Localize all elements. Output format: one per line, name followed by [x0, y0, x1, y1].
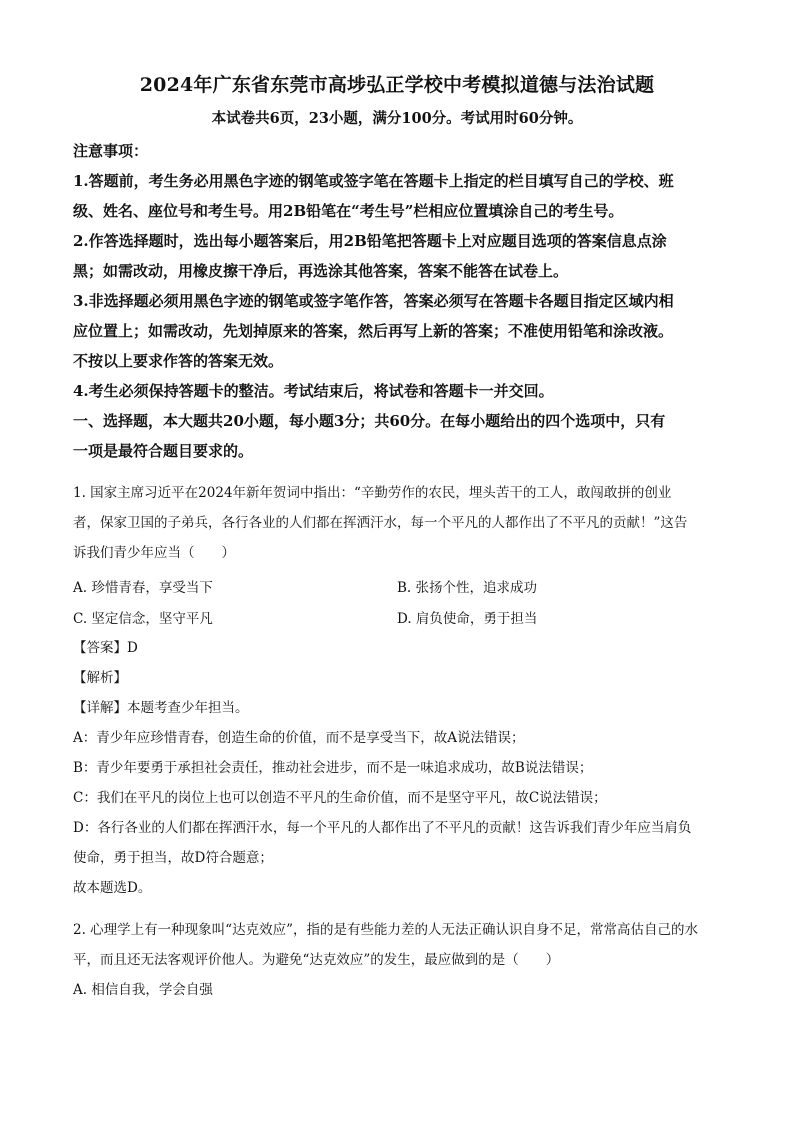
detail-line: 使命，勇于担当，故D符合题意；	[73, 850, 273, 866]
q1-option-b: B. 张扬个性，追求成功	[397, 580, 538, 596]
notes-section	[73, 136, 723, 466]
detail-line: D：各行各业的人们都在挥洒汗水，每一个平凡的人都作出了不平凡的贡献！这告诉我们青少年应当肩负	[73, 820, 692, 836]
question-2-stem	[73, 915, 723, 1005]
section-heading-line: 一项是最符合题目要求的。	[73, 442, 254, 460]
notes-line: 应位置上；如需改动，先划掉原来的答案，然后再写上新的答案；不准使用铅笔和涂改液。	[73, 322, 674, 340]
notes-line: 黑；如需改动，用橡皮擦干净后，再选涂其他答案，答案不能答在试卷上。	[73, 262, 569, 280]
q1-option-c: C. 坚定信念，坚守平凡	[73, 611, 213, 627]
detail-line: C：我们在平凡的岗位上也可以创造不平凡的生命价值，而不是坚守平凡，故C说法错误；	[73, 790, 607, 806]
notes-heading: 注意事项：	[73, 142, 149, 160]
detail-line: B：青少年要勇于承担社会责任，推动社会进步，而不是一味追求成功，故B说法错误；	[73, 760, 593, 776]
question-1-analysis	[73, 633, 723, 903]
detail-line: A：青少年应珍惜青春，创造生命的价值，而不是享受当下，故A说法错误；	[73, 730, 525, 746]
question-stem-line: 者，保家卫国的子弟兵，各行各业的人们都在挥洒汗水，每一个平凡的人都作出了不平凡的贡献！”这告	[73, 515, 688, 531]
q1-option-d: D. 肩负使命，勇于担当	[397, 611, 538, 627]
question-stem-line: 2. 心理学上有一种现象叫“达克效应”，指的是有些能力差的人无法正确认识自身不足，常常高估自己的水	[73, 922, 698, 938]
question-1-stem	[73, 478, 723, 568]
detail-line: 【详解】本题考查少年担当。	[73, 700, 249, 716]
notes-line: 3.非选择题必须用黑色字迹的钢笔或签字笔作答，答案必须写在答题卡各题目指定区域内相	[73, 292, 674, 310]
notes-line: 2.作答选择题时，选出每小题答案后，用2B铅笔把答题卡上对应题目选项的答案信息点涂	[73, 232, 667, 250]
q2-option-a: A. 相信自我，学会自强	[73, 982, 213, 998]
section-heading-line: 一、选择题，本大题共20小题，每小题3分；共60分。在每小题给出的四个选项中，只有	[73, 412, 666, 430]
q1-option-a: A. 珍惜青春，享受当下	[73, 580, 213, 596]
exam-title: 2024年广东省东莞市高埗弘正学校中考模拟道德与法治试题	[139, 74, 655, 96]
question-stem-line: 1. 国家主席习近平在2024年新年贺词中指出：“辛勤劳作的农民，埋头苦干的工人，敢闯敢拼的创业	[73, 485, 672, 501]
answer-line: 【答案】D	[73, 640, 138, 656]
question-stem-line: 平，而且还无法客观评价他人。为避免“达克效应”的发生，最应做到的是（ ）	[73, 952, 560, 968]
notes-line: 级、姓名、座位号和考生号。用2B铅笔在“考生号”栏相应位置填涂自己的考生号。	[73, 202, 624, 220]
detail-line: 故本题选D。	[73, 880, 152, 896]
notes-line: 1.答题前，考生务必用黑色字迹的钢笔或签字笔在答题卡上指定的栏目填写自己的学校、班	[73, 172, 674, 190]
notes-line: 4.考生必须保持答题卡的整洁。考试结束后，将试卷和答题卡一并交回。	[73, 382, 554, 400]
analysis-label: 【解析】	[73, 670, 127, 686]
notes-line: 不按以上要求作答的答案无效。	[73, 352, 284, 370]
question-stem-line: 诉我们青少年应当（ ）	[73, 545, 235, 561]
exam-subtitle: 本试卷共6页，23小题，满分100分。考试用时60分钟。	[211, 110, 583, 127]
